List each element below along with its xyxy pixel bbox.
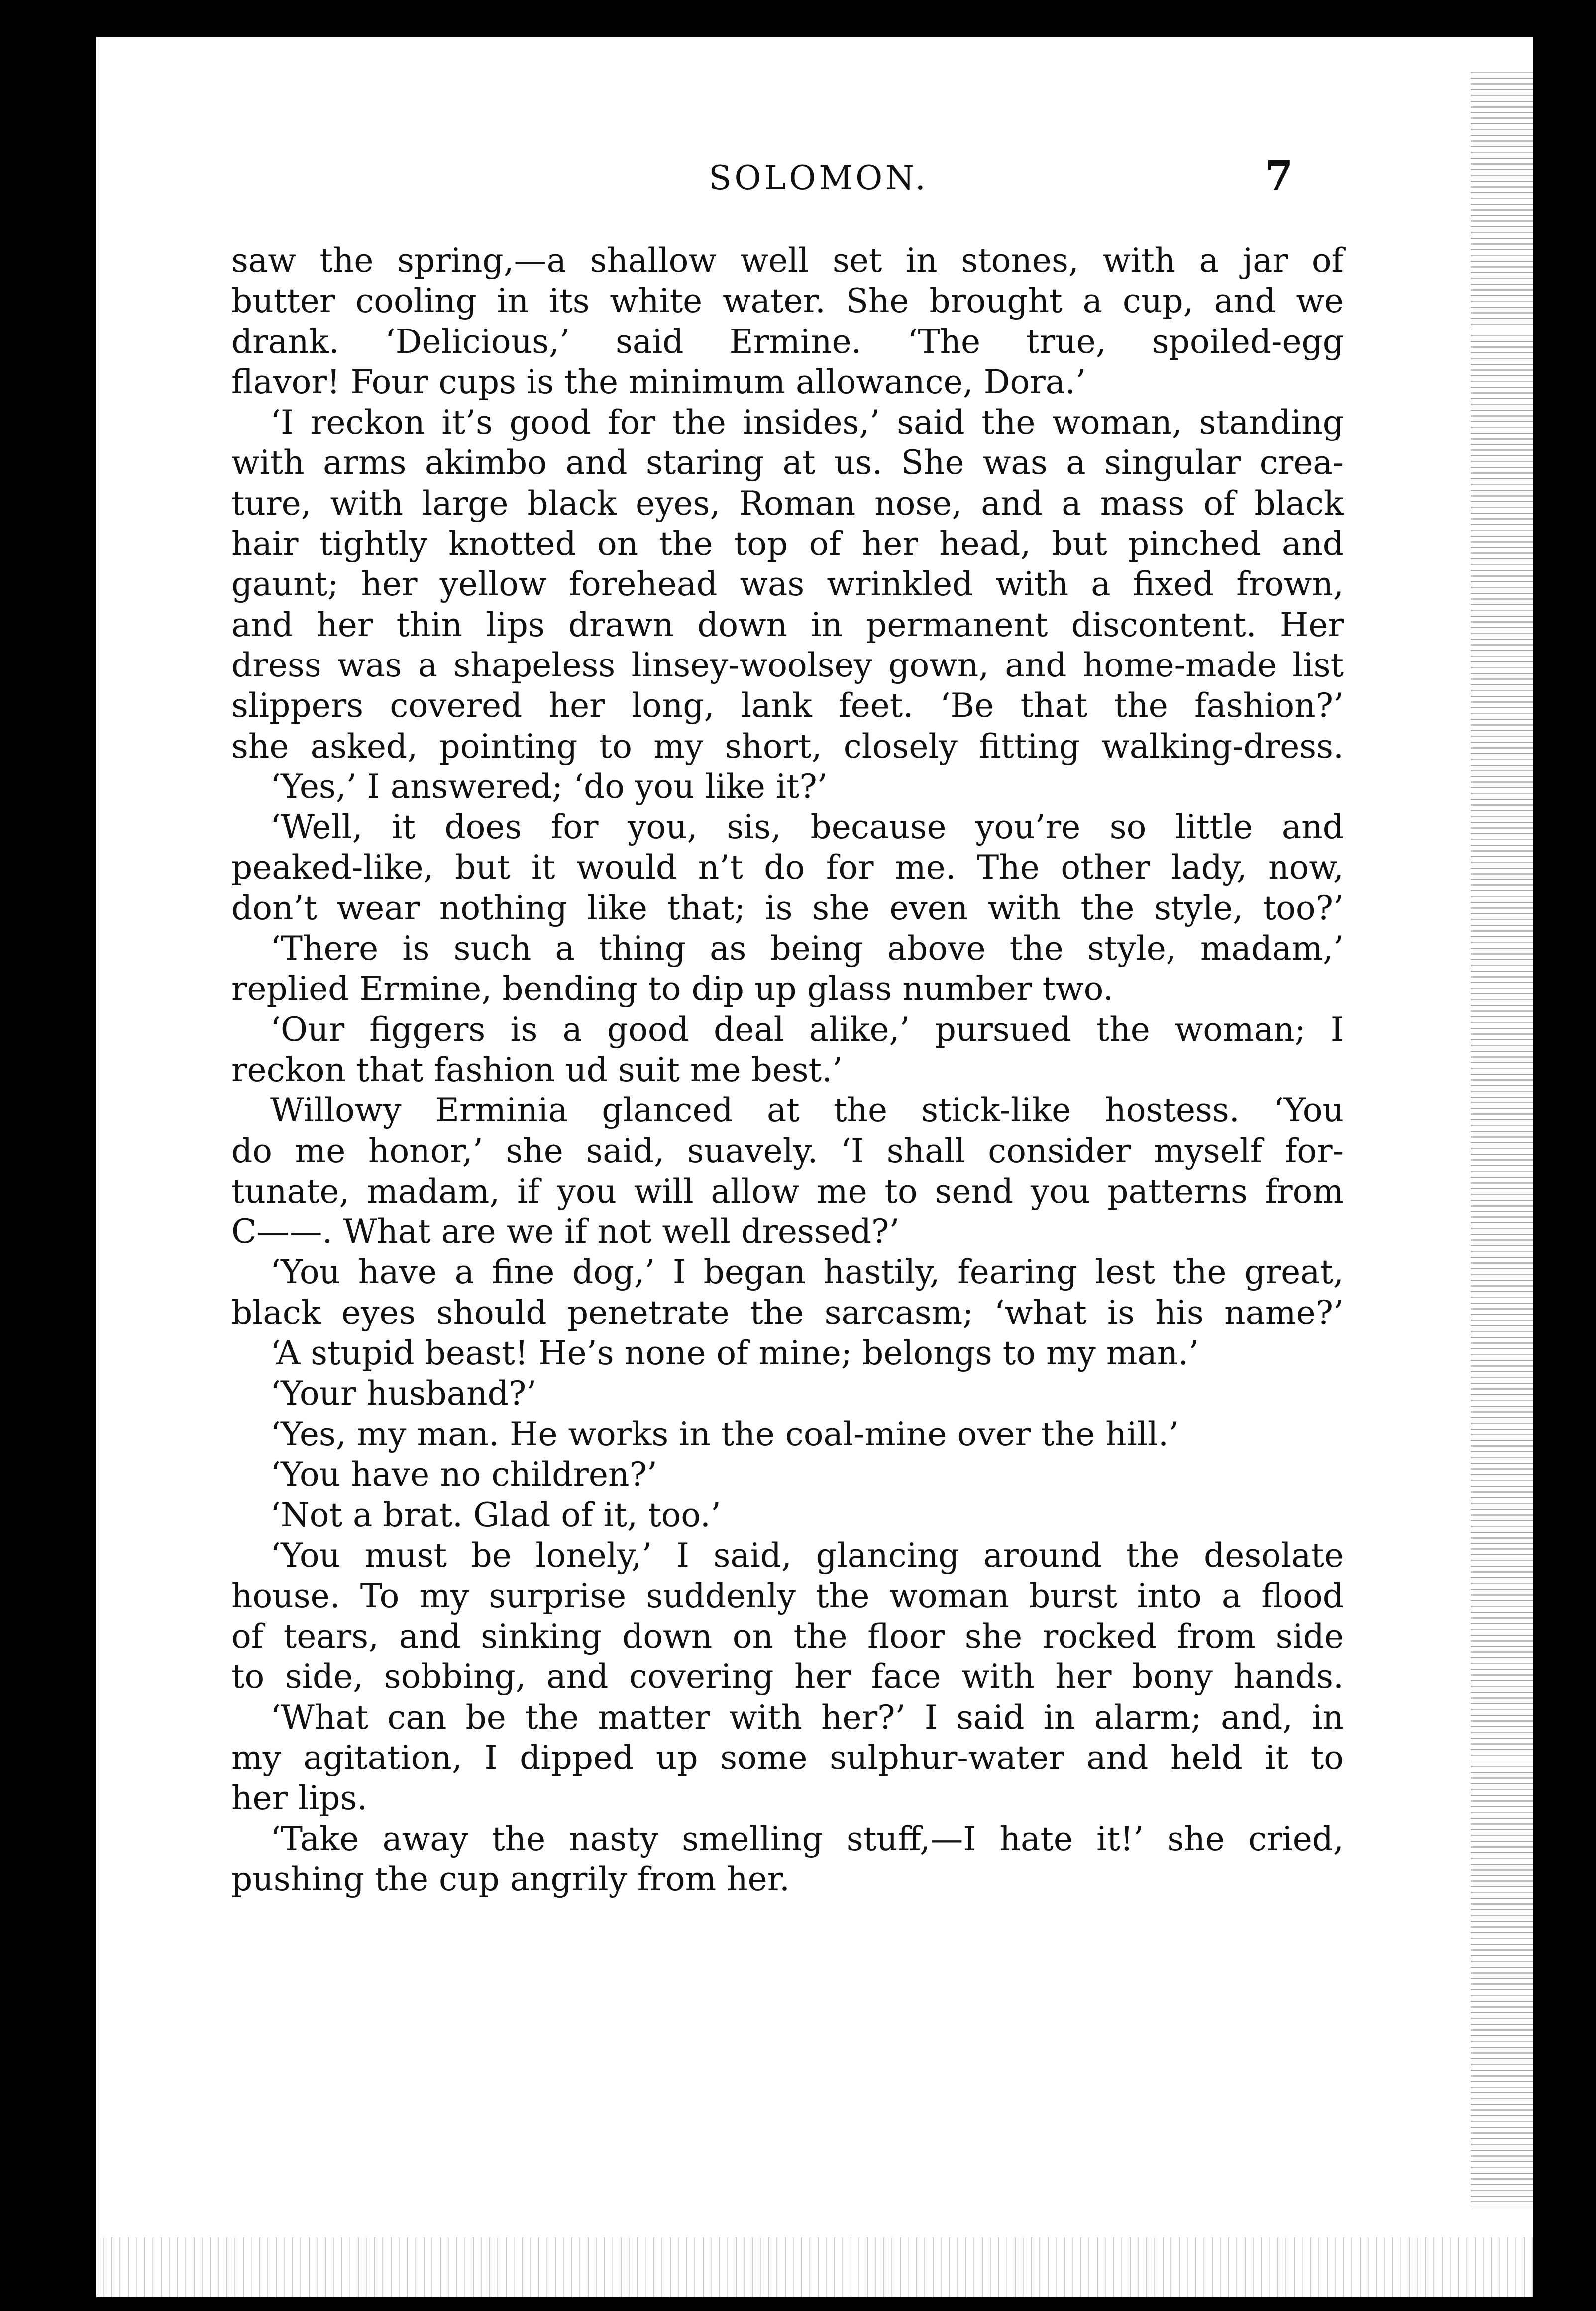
text-line: ‘Take away the nasty smelling stuff,—I hate it!’ she cried, xyxy=(270,1819,1344,1858)
text-line: slippers covered her long, lank feet. ‘Be that the fashion?’ xyxy=(231,686,1344,725)
text-line: flavor! Four cups is the minimum allowance, Dora.’ xyxy=(231,362,1086,401)
text-line: ‘There is such a thing as being above the style, madam,’ xyxy=(270,929,1344,968)
text-line: ‘Well, it does for you, sis, because you’re so little and xyxy=(270,808,1344,847)
text-line: ‘Our figgers is a good deal alike,’ pursued the woman; I xyxy=(270,1010,1344,1049)
text-line: C——. What are we if not well dressed?’ xyxy=(231,1212,900,1251)
text-line: gaunt; her yellow forehead was wrinkled with a fixed frown, xyxy=(231,565,1344,604)
text-line: and her thin lips drawn down in permanent discontent. Her xyxy=(231,605,1344,644)
book-page xyxy=(72,37,1533,2297)
text-line: ‘Not a brat. Glad of it, too.’ xyxy=(270,1496,721,1535)
body-text xyxy=(231,240,1344,1899)
running-title: SOLOMON. xyxy=(709,159,929,197)
text-line: ‘Yes,’ I answered; ‘do you like it?’ xyxy=(270,767,828,806)
text-line: hair tightly knotted on the top of her head, but pinched and xyxy=(231,525,1344,563)
text-line: peaked-like, but it would n’t do for me. The other lady, now, xyxy=(231,848,1344,887)
text-line: to side, sobbing, and covering her face with her bony hands. xyxy=(231,1657,1344,1696)
text-line: ‘Your husband?’ xyxy=(270,1374,537,1413)
text-line: ‘You must be lonely,’ I said, glancing around the desolate xyxy=(270,1536,1344,1575)
text-line: ‘Yes, my man. He works in the coal-mine over the hill.’ xyxy=(270,1415,1179,1453)
text-line: ‘I reckon it’s good for the insides,’ said the woman, standing xyxy=(270,403,1344,442)
scan-noise xyxy=(96,2237,1533,2297)
text-line: my agitation, I dipped up some sulphur-water and held it to xyxy=(231,1738,1344,1777)
text-line: house. To my surprise suddenly the woman burst into a flood xyxy=(231,1576,1344,1615)
text-line: drank. ‘Delicious,’ said Ermine. ‘The true, spoiled-egg xyxy=(231,322,1344,361)
text-line: ‘What can be the matter with her?’ I said in alarm; and, in xyxy=(270,1698,1344,1737)
binding-shadow xyxy=(72,37,96,2297)
text-line: ‘You have no children?’ xyxy=(270,1455,657,1494)
text-line: tunate, madam, if you will allow me to send you patterns from xyxy=(231,1172,1344,1211)
text-line: do me honor,’ she said, suavely. ‘I shall consider myself for- xyxy=(231,1131,1344,1170)
text-line: she asked, pointing to my short, closely fitting walking-dress. xyxy=(231,727,1344,766)
text-line: don’t wear nothing like that; is she even with the style, too?’ xyxy=(231,888,1344,927)
text-line: ture, with large black eyes, Roman nose, and a mass of black xyxy=(231,484,1344,523)
page-number: 7 xyxy=(1265,152,1293,200)
text-line: pushing the cup angrily from her. xyxy=(231,1860,790,1898)
text-line: dress was a shapeless linsey-woolsey gown, and home-made list xyxy=(231,646,1344,684)
text-line: black eyes should penetrate the sarcasm; ‘what is his name?’ xyxy=(231,1293,1344,1332)
text-line: her lips. xyxy=(231,1779,368,1818)
text-line: saw the spring,—a shallow well set in stones, with a jar of xyxy=(231,241,1344,280)
text-line: ‘A stupid beast! He’s none of mine; belongs to my man.’ xyxy=(270,1334,1199,1373)
text-line: reckon that fashion ud suit me best.’ xyxy=(231,1050,843,1089)
text-line: ‘You have a fine dog,’ I began hastily, fearing lest the great, xyxy=(270,1253,1344,1292)
text-line: butter cooling in its white water. She brought a cup, and we xyxy=(231,282,1344,321)
text-line: Willowy Erminia glanced at the stick-like hostess. ‘You xyxy=(270,1091,1344,1130)
text-line: of tears, and sinking down on the floor she rocked from side xyxy=(231,1617,1344,1656)
page-edge-texture xyxy=(1471,67,1533,2207)
text-line: with arms akimbo and staring at us. She was a singular crea- xyxy=(231,443,1344,482)
text-line: replied Ermine, bending to dip up glass number two. xyxy=(231,970,1114,1008)
